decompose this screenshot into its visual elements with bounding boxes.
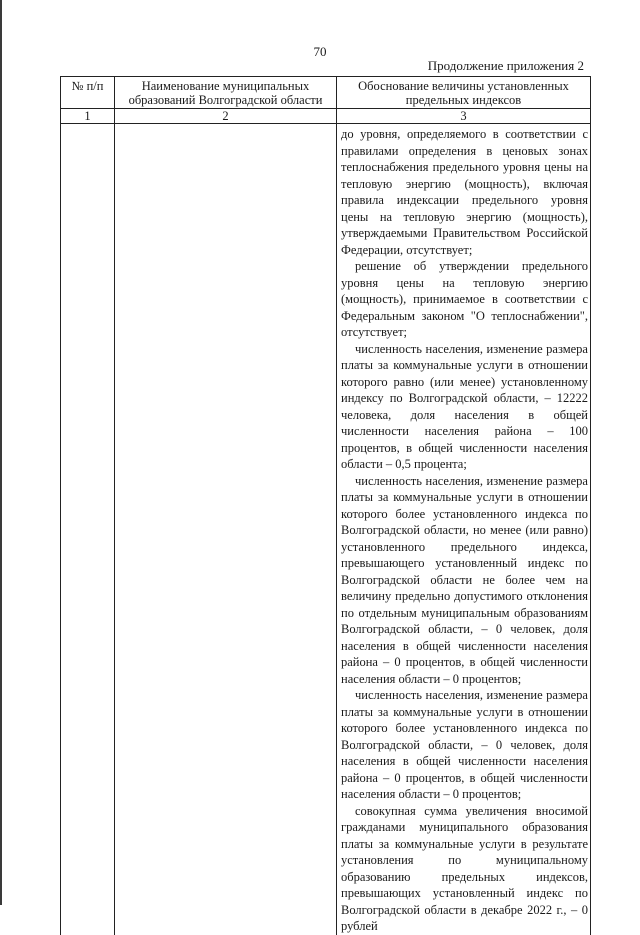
column-number-3: 3	[337, 109, 591, 124]
column-number-2: 2	[115, 109, 337, 124]
basis-paragraph: решение об утверждении предельного уровня цены на тепловую энергию (мощность), принимаемое в соответствии с Федеральным законом "О теплоснабжении", отсутствует;	[341, 259, 588, 339]
column-number-1: 1	[61, 109, 115, 124]
table-header-row	[61, 77, 591, 109]
basis-paragraph: численность населения, изменение размера платы за коммунальные услуги в отношении которого более установленного индекса по Волгоградской области, но менее (или равно) установленного предельного индекса, превышающего установленный индекс по Волгоградской области не более чем на величину предельно допустимого отклонения по отдельным муниципальным образованиям Волгоградской области, – 0 человек, доля населения в общей численности населения района – 0 процентов, в общей численности населения области – 0 процентов;	[341, 473, 588, 686]
cell-number	[61, 124, 115, 935]
header-municipality: Наименование муниципальных образований Волгоградской области	[115, 77, 337, 109]
continuation-caption: Продолжение приложения 2	[427, 58, 584, 73]
header-basis: Обоснование величины установленных предельных индексов	[337, 77, 591, 109]
basis-paragraph: численность населения, изменение размера платы за коммунальные услуги в отношении которого более установленного индекса по Волгоградской области, – 0 человек, доля населения в общей численности населения района – 0 процентов, в общей численности населения области – 0 процентов;	[341, 688, 588, 801]
appendix-table	[60, 76, 591, 935]
cell-basis	[337, 124, 591, 935]
column-numbers-row	[61, 109, 591, 124]
page-number: 70	[313, 44, 327, 59]
header-number: № п/п	[61, 77, 115, 109]
table-row	[61, 124, 591, 935]
scan-left-edge	[0, 0, 2, 905]
basis-paragraph: до уровня, определяемого в соответствии с правилами определения в ценовых зонах теплоснабжения предельного уровня цены на тепловую энергию (мощность), включая правила индексации предельного уровня цены на тепловую энергию (мощность), утверждаемыми Правительством Российской Федерации, отсутствует;	[341, 127, 588, 257]
cell-municipality	[115, 124, 337, 935]
basis-paragraph: численность населения, изменение размера платы за коммунальные услуги в отношении которого равно (или менее) установленному индексу по Волгоградской области, – 12222 человека, доля населения в общей численности населения района – 100 процентов, в общей численности населения области – 0,5 процента;	[341, 341, 588, 471]
basis-paragraph: совокупная сумма увеличения вносимой гражданами муниципального образования платы за коммунальные услуги в результате установления по муниципальному образованию предельных индексов, превышающих установленный индекс по Волгоградской области в декабре 2022 г., – 0 рублей	[341, 803, 588, 933]
